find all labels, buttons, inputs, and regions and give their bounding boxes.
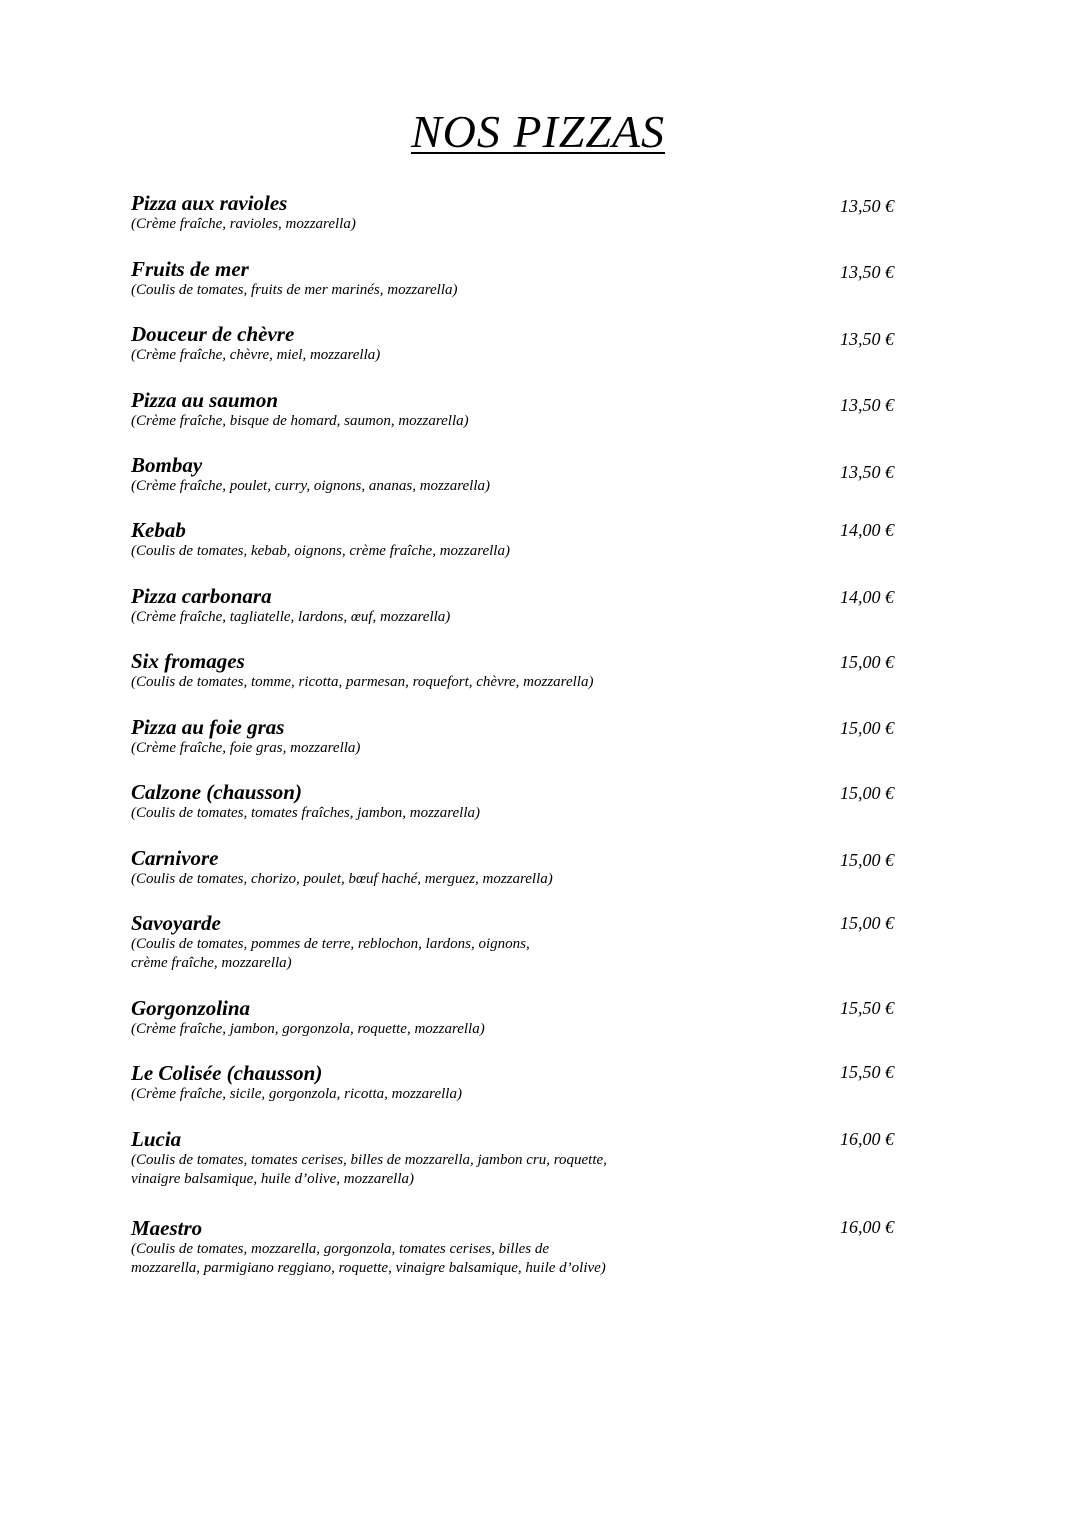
menu-item-description: (Coulis de tomates, chorizo, poulet, bœuf haché, merguez, mozzarella) (131, 871, 553, 887)
menu-item-description: (Coulis de tomates, mozzarella, gorgonzola, tomates cerises, billes de mozzarella, parmigiano reggiano, roquette, vinaigre balsamique, huile d’olive) (131, 1241, 606, 1276)
menu-item-price: 13,50 € (840, 395, 894, 415)
menu-item (131, 780, 911, 823)
menu-item (131, 1061, 911, 1104)
menu-item-description: (Crème fraîche, foie gras, mozzarella) (131, 740, 361, 756)
menu-item (131, 191, 911, 234)
menu-item-name: Carnivore (131, 846, 219, 870)
menu-item-name: Gorgonzolina (131, 996, 251, 1020)
menu-item-name: Calzone (chausson) (131, 780, 302, 804)
menu-item (131, 649, 911, 692)
menu-item-name: Six fromages (131, 649, 245, 673)
menu-item-description: (Crème fraîche, bisque de homard, saumon, mozzarella) (131, 413, 469, 429)
menu-item-price: 16,00 € (840, 1129, 894, 1149)
menu-item-name: Pizza carbonara (131, 584, 272, 608)
menu-item (131, 518, 911, 561)
menu-item (131, 453, 911, 496)
menu-item-description: (Crème fraîche, tagliatelle, lardons, œuf, mozzarella) (131, 609, 451, 625)
menu-item-price: 14,00 € (840, 520, 894, 540)
menu-item-price: 13,50 € (840, 262, 894, 282)
menu-item-name: Le Colisée (chausson) (131, 1061, 323, 1085)
menu-item-price: 13,50 € (840, 462, 894, 482)
menu-item (131, 584, 911, 627)
menu-item-name: Maestro (131, 1216, 203, 1240)
menu-item-description: (Coulis de tomates, tomates fraîches, jambon, mozzarella) (131, 805, 481, 821)
menu-item-name: Pizza au foie gras (131, 715, 285, 739)
menu-item (131, 1216, 911, 1278)
menu-item-description: (Crème fraîche, ravioles, mozzarella) (131, 216, 356, 232)
menu-item-name: Pizza au saumon (131, 388, 279, 412)
menu-item (131, 911, 911, 973)
menu-item (131, 388, 911, 431)
menu-item-price: 15,00 € (840, 913, 894, 933)
menu-item-price: 15,00 € (840, 783, 894, 803)
menu-item-price: 15,00 € (840, 850, 894, 870)
menu-item-description: (Crème fraîche, poulet, curry, oignons, ananas, mozzarella) (131, 478, 490, 494)
menu-item-price: 14,00 € (840, 587, 894, 607)
menu-item (131, 846, 911, 889)
menu-item-description: (Coulis de tomates, tomates cerises, billes de mozzarella, jambon cru, roquette, vinaigre balsamique, huile d’olive, mozzarella) (131, 1152, 607, 1187)
menu-item-name: Kebab (131, 518, 186, 542)
menu-item-description: (Crème fraîche, chèvre, miel, mozzarella) (131, 347, 381, 363)
menu-item (131, 996, 911, 1039)
menu-item (131, 715, 911, 758)
menu-item-price: 16,00 € (840, 1217, 894, 1237)
menu-item-name: Lucia (131, 1127, 182, 1151)
menu-item-description: (Coulis de tomates, kebab, oignons, crème fraîche, mozzarella) (131, 543, 510, 559)
menu-item-description: (Crème fraîche, sicile, gorgonzola, ricotta, mozzarella) (131, 1086, 462, 1102)
menu-item-name: Savoyarde (131, 911, 221, 935)
menu-item-description: (Crème fraîche, jambon, gorgonzola, roquette, mozzarella) (131, 1021, 485, 1037)
menu-item-name: Douceur de chèvre (131, 322, 295, 346)
menu-item (131, 322, 911, 365)
menu-item-price: 13,50 € (840, 329, 894, 349)
page-title: NOS PIZZAS (410, 106, 666, 157)
menu-item-price: 15,00 € (840, 718, 894, 738)
menu-item-price: 15,50 € (840, 998, 894, 1018)
menu-item-description: (Coulis de tomates, fruits de mer marinés, mozzarella) (131, 282, 458, 298)
menu-item-description: (Coulis de tomates, pommes de terre, reblochon, lardons, oignons, crème fraîche, mozzarella) (131, 936, 530, 971)
menu-item (131, 257, 911, 300)
menu-item-price: 15,00 € (840, 652, 894, 672)
menu-item-price: 13,50 € (840, 196, 894, 216)
menu-item-name: Bombay (131, 453, 203, 477)
menu-item-name: Pizza aux ravioles (131, 191, 288, 215)
menu-item (131, 1127, 911, 1189)
menu-item-price: 15,50 € (840, 1062, 894, 1082)
menu-item-description: (Coulis de tomates, tomme, ricotta, parmesan, roquefort, chèvre, mozzarella) (131, 674, 594, 690)
menu-item-name: Fruits de mer (131, 257, 249, 281)
